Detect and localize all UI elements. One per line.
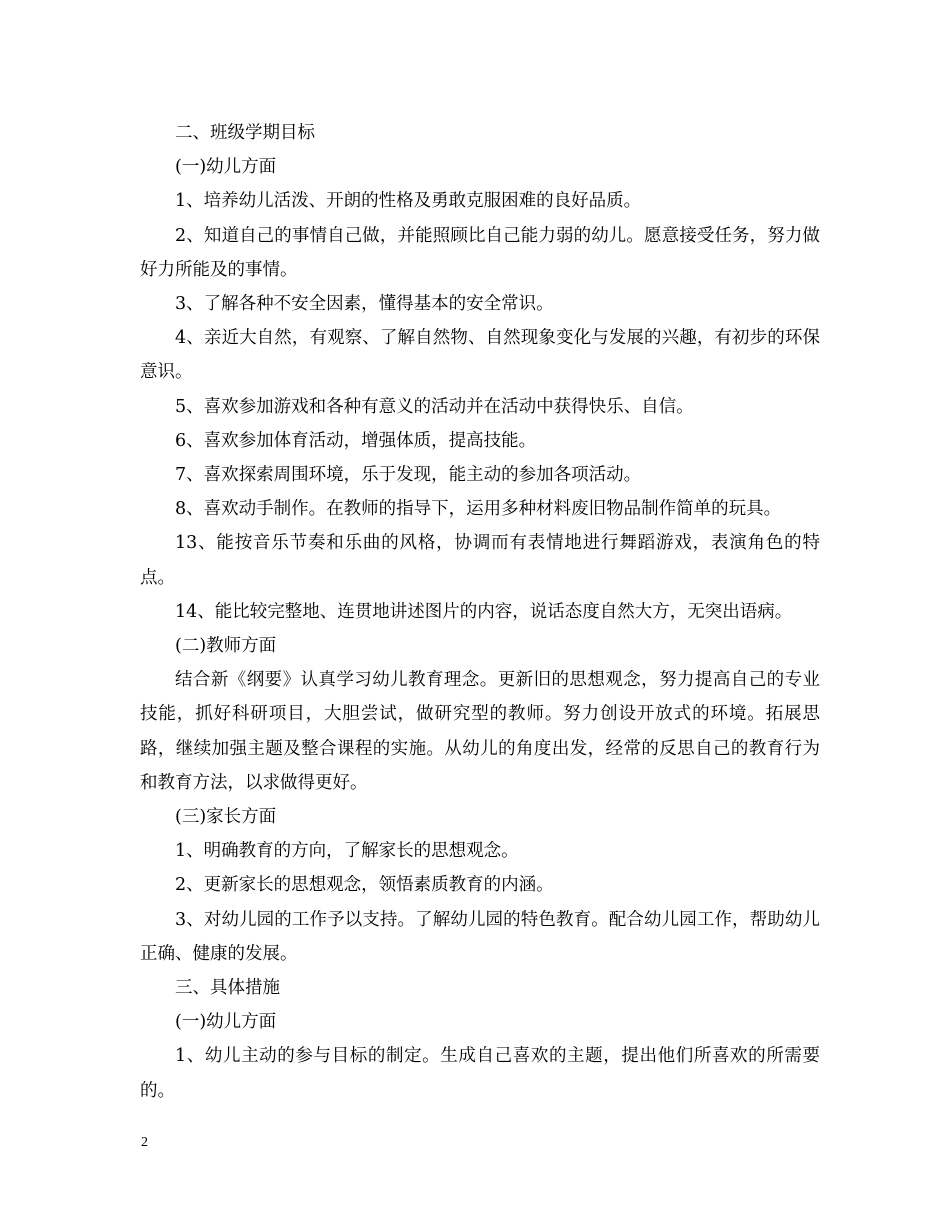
paragraph: 14、能比较完整地、连贯地讲述图片的内容，说话态度自然大方，无突出语病。 xyxy=(175,601,793,622)
paragraph: 2、知道自己的事情自己做，并能照顾比自己能力弱的幼儿。愿意接受任务，努力做好力所能及的事情。 xyxy=(140,225,820,280)
paragraph: 13、能按音乐节奏和乐曲的风格，协调而有表情地进行舞蹈游戏，表演角色的特点。 xyxy=(140,533,820,588)
paragraph: 3、对幼儿园的工作予以支持。了解幼儿园的特色教育。配合幼儿园工作，帮助幼儿正确、健康的发展。 xyxy=(140,909,820,964)
paragraph: 5、喜欢参加游戏和各种有意义的活动并在活动中获得快乐、自信。 xyxy=(175,396,694,417)
page-number: 2 xyxy=(141,1135,148,1150)
paragraph: 1、明确教育的方向，了解家长的思想观念。 xyxy=(175,841,519,862)
paragraph: 7、喜欢探索周围环境，乐于发现，能主动的参加各项活动。 xyxy=(175,465,642,486)
paragraph: 3、了解各种不安全因素，懂得基本的安全常识。 xyxy=(175,294,554,315)
paragraph: 1、幼儿主动的参与目标的制定。生成自己喜欢的主题，提出他们所喜欢的所需要的。 xyxy=(140,1046,820,1101)
paragraph: 2、更新家长的思想观念，领悟素质教育的内涵。 xyxy=(175,875,554,896)
paragraph: 8、喜欢动手制作。在教师的指导下，运用多种材料废旧物品制作简单的玩具。 xyxy=(175,499,782,520)
paragraph: 6、喜欢参加体育活动，增强体质，提高技能。 xyxy=(175,430,537,451)
subsection-heading: (三)家长方面 xyxy=(175,807,277,828)
section-heading: 三、具体措施 xyxy=(175,978,280,999)
section-heading: 二、班级学期目标 xyxy=(175,123,315,143)
paragraph: 结合新《纲要》认真学习幼儿教育理念。更新旧的思想观念，努力提高自己的专业技能，抓好科研项目，大胆尝试，做研究型的教师。努力创设开放式的环境。拓展思路，继续加强主题及整合课程的实施。从幼儿的角度出发，经常的反思自己的教育行为和教育方法，以求做得更好。 xyxy=(140,670,820,793)
paragraph: 1、培养幼儿活泼、开朗的性格及勇敢克服困难的良好品质。 xyxy=(175,191,642,212)
subsection-heading: (一)幼儿方面 xyxy=(175,157,277,178)
paragraph: 4、亲近大自然，有观察、了解自然物、自然现象变化与发展的兴趣，有初步的环保意识。 xyxy=(140,328,820,383)
subsection-heading: (一)幼儿方面 xyxy=(175,1012,277,1033)
document-body xyxy=(140,116,820,1108)
subsection-heading: (二)教师方面 xyxy=(175,636,277,657)
